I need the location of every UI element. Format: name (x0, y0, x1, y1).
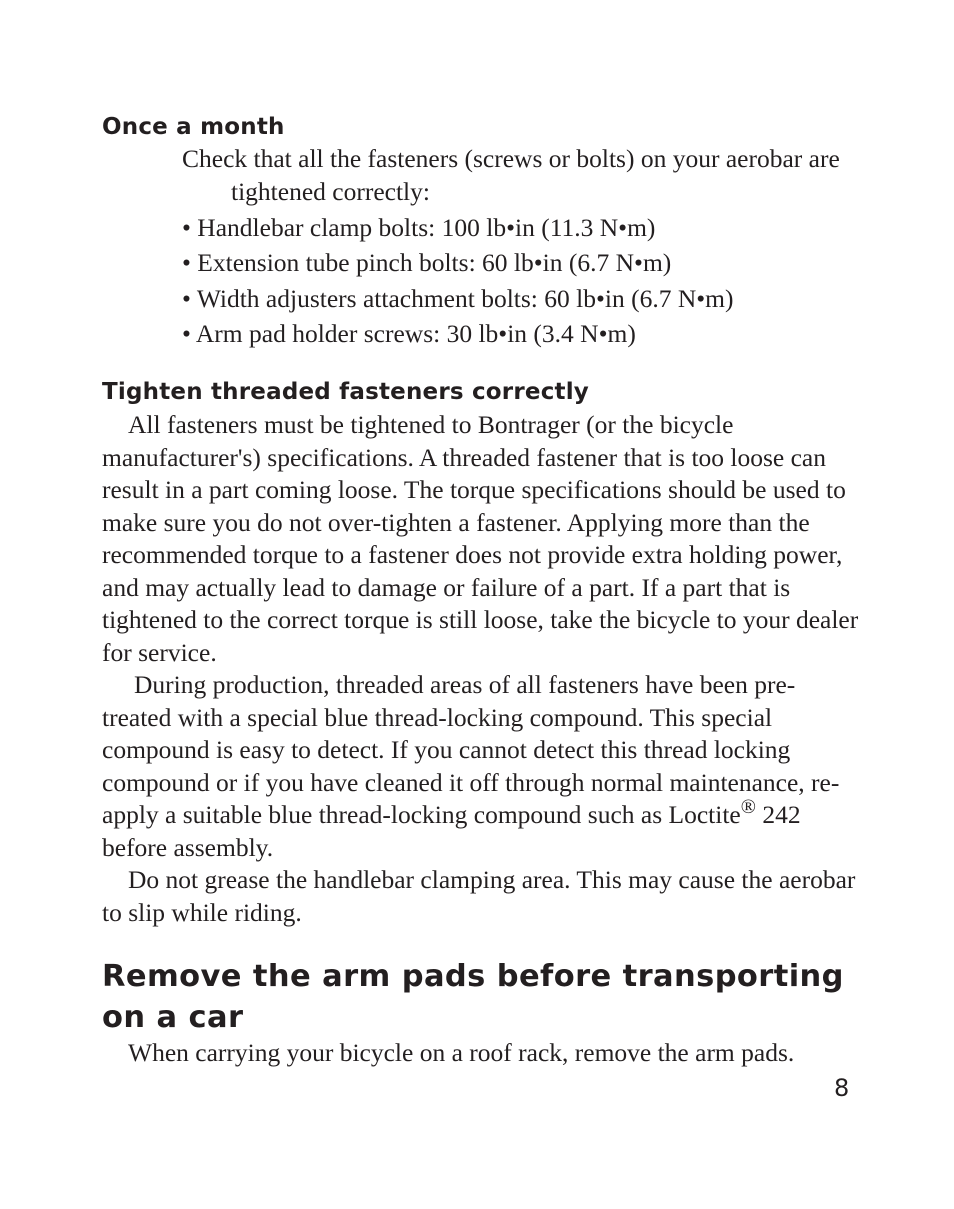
page-number: 8 (834, 1074, 850, 1102)
torque-spec-list (182, 210, 734, 351)
section-heading-remove-arm-pads: Remove the arm pads before transporting on a car (102, 959, 844, 1035)
list-item: • Extension tube pinch bolts: 60 lb•in (6.7 N•m) (182, 248, 672, 278)
paragraph-thread-locking-text: During production, threaded areas of all fasteners have been pre-treated with a special blue thread-locking compound. This special compound is easy to detect. If you cannot detect this thread locking compound or if you have cleaned it off through normal maintenance, re-apply a suitable blue thread-locking compound such as Loctite (102, 670, 840, 829)
section-heading-tighten-fasteners: Tighten threaded fasteners correctly (102, 379, 589, 405)
list-item: • Handlebar clamp bolts: 100 lb•in (11.3 N•m) (182, 213, 656, 242)
registered-trademark-symbol: ® (740, 796, 756, 818)
paragraph-no-grease: Do not grease the handlebar clamping area. This may cause the aerobar to slip while riding. (102, 865, 856, 927)
paragraph-thread-locking-end: 242 before assembly. (102, 800, 801, 862)
paragraph-thread-locking (102, 669, 862, 864)
remove-arm-pads-text: When carrying your bicycle on a roof rack, remove the arm pads. (128, 1038, 795, 1067)
once-a-month-intro: Check that all the fasteners (screws or bolts) on your aerobar are tightened correctly: (182, 144, 840, 206)
list-item: • Width adjusters attachment bolts: 60 lb•in (6.7 N•m) (182, 283, 734, 313)
list-item: • Arm pad holder screws: 30 lb•in (3.4 N•m) (182, 318, 636, 348)
tighten-fasteners-body (102, 409, 862, 929)
paragraph-torque-specs: All fasteners must be tightened to Bontrager (or the bicycle manufacturer's) specifications. A threaded fastener that is too loose can result in a part coming loose. The torque specifications should be used to make sure you do not over-tighten a fastener. Applying more than the recommended torque to a fastener does not provide extra holding power, and may actually lead to damage or failure of a part. If a part that is tightened to the correct torque is still loose, take the bicycle to your dealer for service. (102, 410, 859, 667)
section-heading-once-a-month: Once a month (102, 114, 285, 140)
